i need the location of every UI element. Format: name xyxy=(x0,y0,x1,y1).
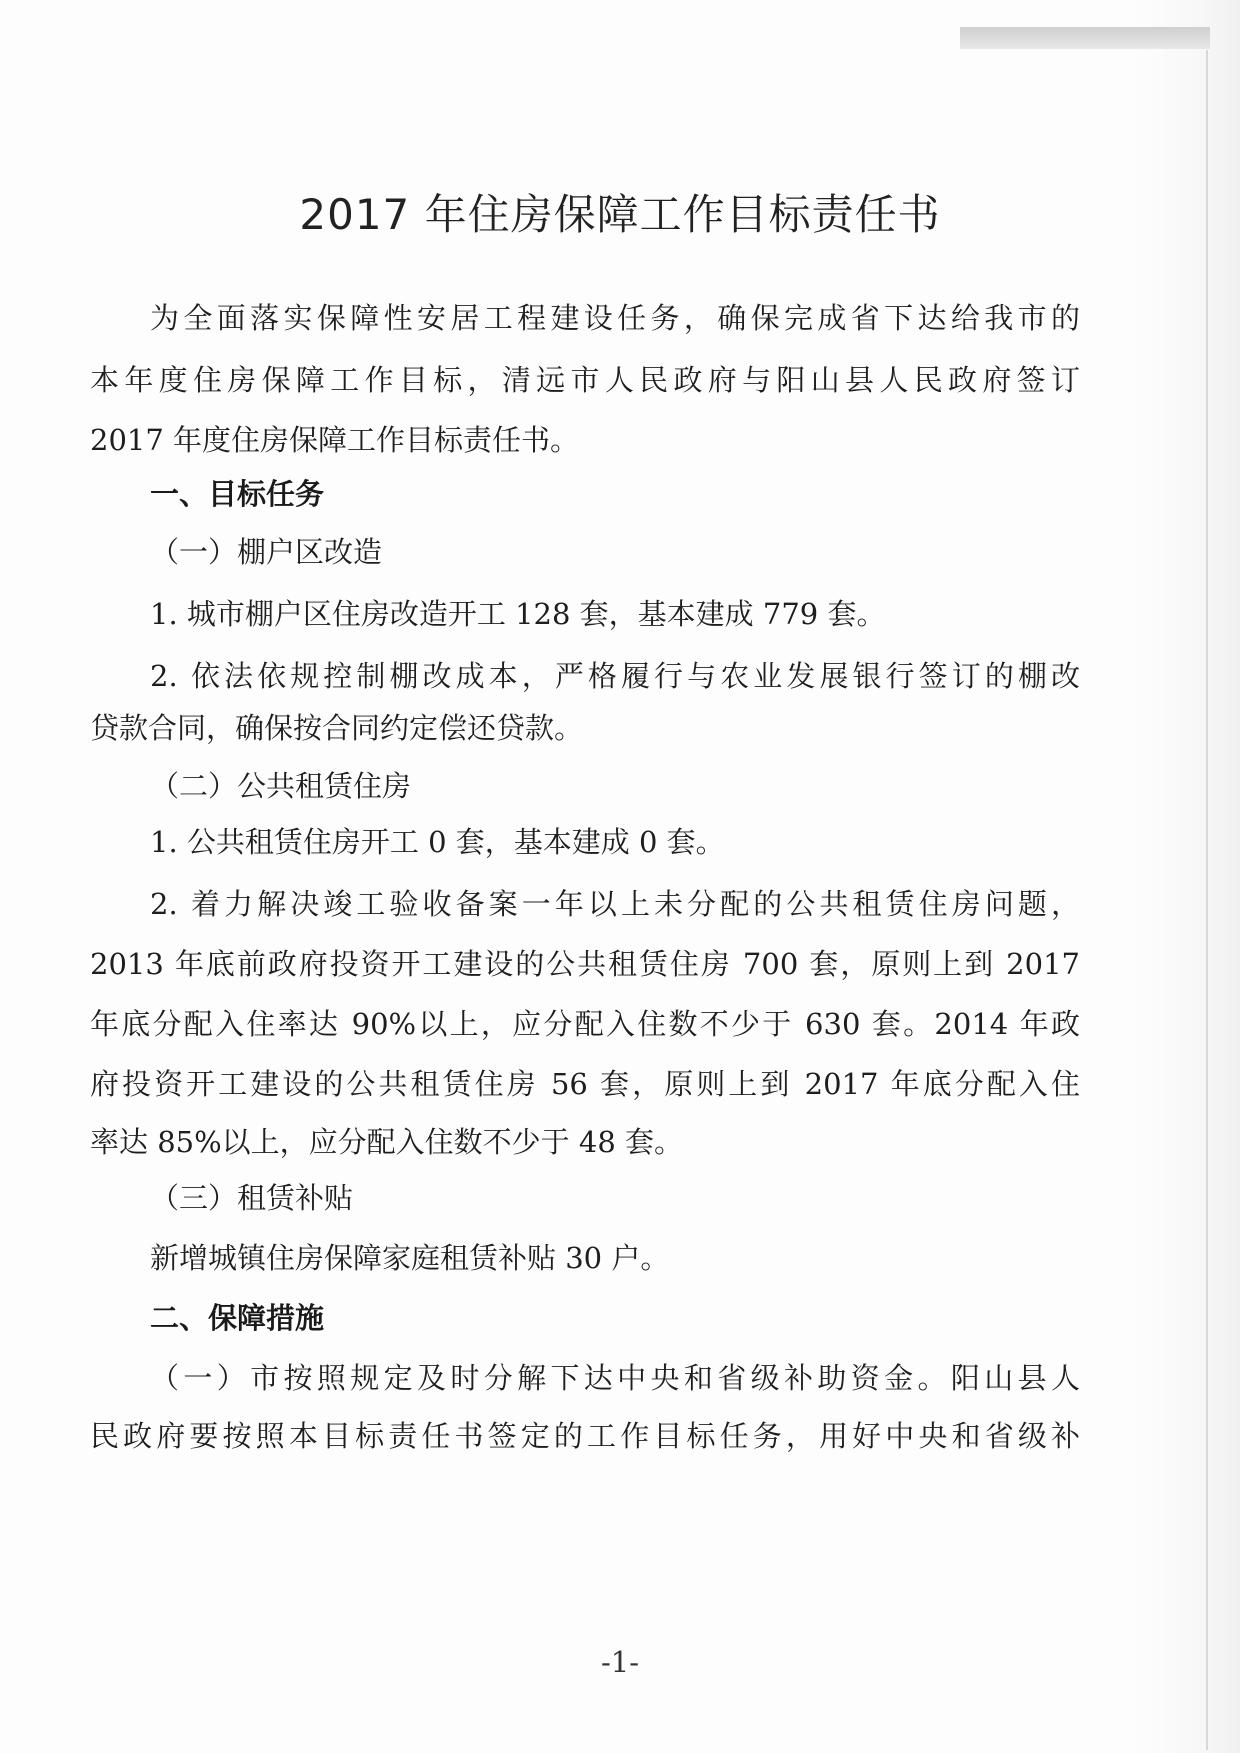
section-heading-measures: 二、保障措施 xyxy=(150,1301,325,1335)
shantytown-item-1: 1. 城市棚户区住房改造开工 128 套，基本建成 779 套。 xyxy=(150,597,886,631)
shantytown-item-2-line-2: 贷款合同，确保按合同约定偿还贷款。 xyxy=(90,711,584,745)
measures-para-line-1: （一）市按照规定及时分解下达中央和省级补助资金。阳山县人 xyxy=(150,1361,1080,1395)
intro-line-1: 为全面落实保障性安居工程建设任务，确保完成省下达给我市的 xyxy=(150,301,1080,335)
scan-shadow xyxy=(1130,0,1240,1753)
subheading-public-rental: （二）公共租赁住房 xyxy=(150,769,412,803)
public-rental-item-1: 1. 公共租赁住房开工 0 套，基本建成 0 套。 xyxy=(150,825,725,859)
public-rental-item-2-line-1: 2. 着力解决竣工验收备案一年以上未分配的公共租赁住房问题， xyxy=(150,887,1080,921)
measures-para-line-2: 民政府要按照本目标责任书签定的工作目标任务，用好中央和省级补 xyxy=(90,1419,1080,1453)
public-rental-item-2-line-2: 2013 年底前政府投资开工建设的公共租赁住房 700 套，原则上到 2017 xyxy=(90,947,1080,981)
scan-top-edge xyxy=(960,27,1210,49)
public-rental-item-2-line-4: 府投资开工建设的公共租赁住房 56 套，原则上到 2017 年底分配入住 xyxy=(90,1067,1080,1101)
scan-right-edge xyxy=(1206,50,1208,1750)
public-rental-item-2-line-3: 年底分配入住率达 90%以上，应分配入住数不少于 630 套。2014 年政 xyxy=(90,1007,1080,1041)
page-number: -1- xyxy=(600,1645,640,1679)
document-title: 2017 年住房保障工作目标责任书 xyxy=(299,190,941,239)
intro-line-2: 本年度住房保障工作目标，清远市人民政府与阳山县人民政府签订 xyxy=(90,363,1080,397)
public-rental-item-2-line-5: 率达 85%以上，应分配入住数不少于 48 套。 xyxy=(90,1125,684,1159)
section-heading-targets: 一、目标任务 xyxy=(150,477,325,511)
intro-line-3: 2017 年度住房保障工作目标责任书。 xyxy=(90,423,580,457)
shantytown-item-2-line-1: 2. 依法依规控制棚改成本，严格履行与农业发展银行签订的棚改 xyxy=(150,659,1080,693)
subheading-shantytown: （一）棚户区改造 xyxy=(150,535,383,569)
subheading-rental-subsidy: （三）租赁补贴 xyxy=(150,1181,354,1215)
rental-subsidy-item-1: 新增城镇住房保障家庭租赁补贴 30 户。 xyxy=(150,1241,670,1275)
